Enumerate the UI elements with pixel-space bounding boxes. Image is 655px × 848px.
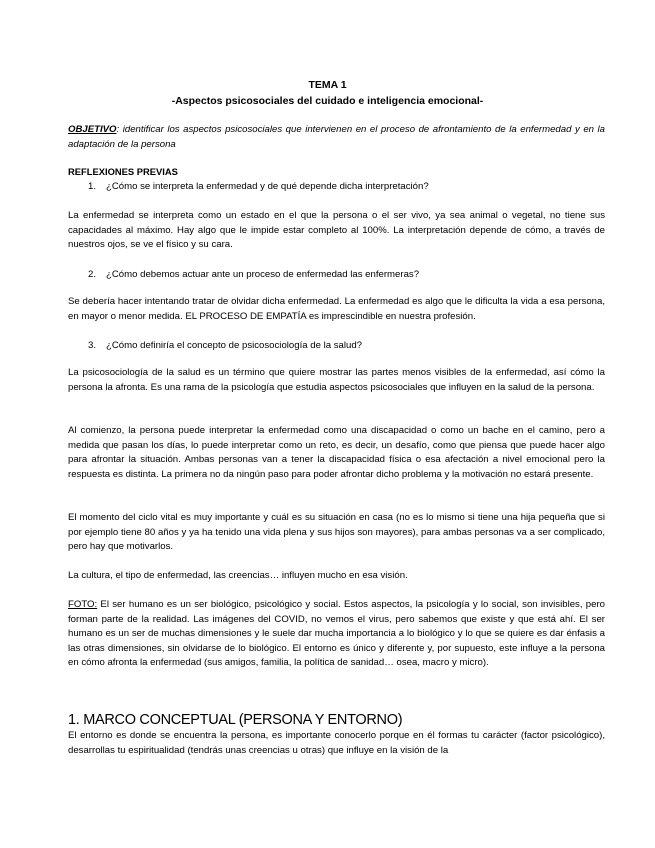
question-2 xyxy=(88,268,608,283)
objective-paragraph xyxy=(68,123,605,152)
foto-label: FOTO: xyxy=(68,599,98,610)
foto-text: El ser humano es un ser biológico, psicológico y social. Estos aspectos, la psicología y lo social, son invisibles, pero forman parte de la realidad. Las imágenes del COVID, no vemos el virus, pero sabemos que existe y que está ahí. El ser humano es un ser de muchas dimensiones y le suele dar mucha importancia a lo biológico y lo que se quiere es dar énfasis a las otras dimensiones, sin olvidarse de lo biológico. El entorno es único y diferente y, por supuesto, este influye a la persona en cómo afronta la enfermedad (sus amigos, familia, la política de sanidad… osea, macro y micro). xyxy=(68,599,605,669)
page-title: TEMA 1 xyxy=(308,79,347,91)
comienzo-paragraph: Al comienzo, la persona puede interpretar la enfermedad como una discapacidad o como un bache en el camino, pero a medida que pasan los días, lo puede interpretar como un reto, es decir, un desafío, como que piensa que puede hacer algo para afrontar la situación. Ambas personas van a tener la discapacidad física o esa afectación a nivel emocional pero la respuesta es distinta. La primera no da ningún paso para poder afrontar dicho problema y la motivación no estará presente. xyxy=(68,425,605,480)
question-number: 1. xyxy=(88,181,97,192)
section-paragraph: El entorno es donde se encuentra la persona, es importante conocerlo porque en él formas tu carácter (factor psicológico), desarrollas tu espiritualidad (tendrás unas creencias u otras) que influye en la visión de la xyxy=(68,730,605,756)
ciclo-vital-paragraph: El momento del ciclo vital es muy importante y cuál es su situación en casa (no es lo mismo si tiene una hija pequeña que si por ejemplo tiene 80 años y ya ha tenido una vida plena y sus hijos son mayores), para ambas personas va a ser complicado, pero hay que motivarlos. xyxy=(68,512,605,553)
question-text: ¿Cómo definiría el concepto de psicosociología de la salud? xyxy=(106,340,362,351)
question-3 xyxy=(88,339,608,354)
question-number: 2. xyxy=(88,269,97,280)
page-subtitle: -Aspectos psicosociales del cuidado e inteligencia emocional- xyxy=(171,95,484,107)
answer-1-paragraph: La enfermedad se interpreta como un estado en el que la persona o el ser vivo, ya sea animal o vegetal, no tiene sus capacidades al máximo. Hay algo que le impide estar completo al 100%. La interpretación depende de cómo, a través de nuestros ojos, se ve el físico y su cara. xyxy=(68,210,605,251)
answer-2-paragraph: Se debería hacer intentando tratar de olvidar dicha enfermedad. La enfermedad es algo que le dificulta la vida a esa persona, en mayor o menor medida. EL PROCESO DE EMPATÍA es imprescindible en nuestra profesión. xyxy=(68,296,605,322)
section-heading: 1. MARCO CONCEPTUAL (PERSONA Y ENTORNO) xyxy=(68,712,403,728)
objective-text: : identificar los aspectos psicosociales que intervienen en el proceso de afrontamiento de la enfermedad y en la adaptación de la persona xyxy=(68,124,605,150)
objective-label: OBJETIVO xyxy=(68,124,117,135)
question-text: ¿Cómo se interpreta la enfermedad y de qué depende dicha interpretación? xyxy=(106,181,429,192)
question-number: 3. xyxy=(88,340,97,351)
question-1 xyxy=(88,180,608,195)
answer-3-paragraph: La psicosociología de la salud es un término que quiere mostrar las partes menos visibles de la enfermedad, así cómo la persona la afronta. Es una rama de la psicología que estudia aspectos psicosociales que influyen en la salud de la persona. xyxy=(68,367,605,393)
question-text: ¿Cómo debemos actuar ante un proceso de enfermedad las enfermeras? xyxy=(106,269,420,280)
cultura-paragraph: La cultura, el tipo de enfermedad, las creencias… influyen mucho en esa visión. xyxy=(68,570,408,581)
reflexiones-heading: REFLEXIONES PREVIAS xyxy=(68,166,178,177)
foto-paragraph xyxy=(68,598,605,671)
